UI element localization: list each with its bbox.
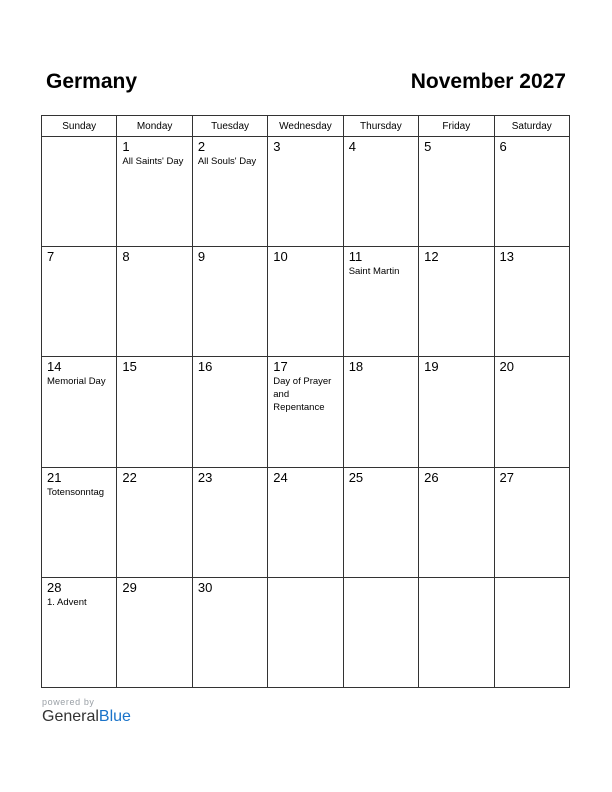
day-cell (419, 137, 494, 247)
weekday-friday: Friday (419, 116, 494, 137)
week-row-5 (42, 577, 570, 687)
day-number: 23 (197, 469, 213, 485)
day-number: 20 (499, 359, 514, 375)
day-cell (42, 247, 117, 357)
day-cell (117, 467, 192, 577)
day-number: 7 (47, 249, 55, 265)
day-cell (42, 357, 117, 467)
day-cell (192, 357, 267, 467)
weekday-header-row (42, 116, 570, 137)
weekday-tuesday: Tuesday (192, 116, 267, 137)
day-number: 11 (348, 249, 363, 265)
day-number: 4 (348, 139, 356, 154)
day-cell (494, 577, 569, 687)
day-cell (268, 247, 343, 357)
day-cell (343, 577, 418, 687)
weekday-sunday: Sunday (42, 116, 117, 137)
brand-general-text: General (42, 708, 99, 725)
week-row-2 (42, 247, 570, 357)
holiday-label: Day of Prayer and Repentance (273, 376, 332, 414)
footer (42, 697, 131, 726)
day-number: 1 (122, 139, 130, 154)
week-row-4 (42, 467, 570, 577)
calendar-grid (41, 115, 570, 688)
day-number: 5 (424, 139, 432, 154)
brand-blue-text: Blue (98, 708, 131, 725)
day-cell (343, 137, 418, 247)
day-number: 26 (424, 469, 439, 485)
weekday-saturday: Saturday (494, 116, 569, 137)
day-cell (419, 577, 494, 687)
day-cell (117, 357, 192, 467)
holiday-label: Saint Martin (348, 266, 400, 278)
weekday-wednesday: Wednesday (268, 116, 343, 137)
day-number: 6 (499, 139, 507, 154)
week-row-1 (42, 137, 570, 247)
day-number: 27 (499, 469, 514, 485)
day-number: 13 (499, 249, 514, 265)
day-cell (268, 137, 343, 247)
day-cell (343, 247, 418, 357)
day-number: 21 (47, 469, 62, 485)
day-number: 22 (122, 469, 137, 485)
weekday-thursday: Thursday (343, 116, 418, 137)
day-cell (494, 357, 569, 467)
day-number: 17 (273, 359, 288, 375)
day-number: 16 (197, 359, 213, 375)
day-cell (419, 357, 494, 467)
day-cell (268, 467, 343, 577)
day-cell (192, 137, 267, 247)
day-cell (192, 577, 267, 687)
day-cell (192, 247, 267, 357)
holiday-label: All Saints' Day (122, 156, 184, 167)
day-number: 14 (47, 359, 62, 375)
day-number: 9 (197, 249, 206, 265)
day-number: 29 (122, 579, 137, 595)
day-number: 2 (197, 139, 206, 154)
day-cell (42, 577, 117, 687)
day-number: 25 (348, 469, 364, 485)
day-cell (419, 247, 494, 357)
holiday-label: 1. Advent (47, 596, 87, 608)
day-cell (42, 467, 117, 577)
day-cell (343, 357, 418, 467)
day-cell (117, 247, 192, 357)
holiday-label: Memorial Day (47, 376, 106, 388)
generalblue-logo[interactable] (42, 708, 131, 726)
day-cell (192, 467, 267, 577)
day-number: 30 (197, 579, 213, 595)
powered-by-label: powered by (42, 697, 95, 707)
month-title: November 2027 (410, 70, 566, 93)
day-number: 15 (122, 359, 137, 375)
day-cell (494, 247, 569, 357)
day-cell (343, 467, 418, 577)
holiday-label: All Souls' Day (197, 156, 257, 167)
day-cell (268, 577, 343, 687)
day-number: 24 (273, 469, 288, 485)
day-number: 10 (273, 249, 288, 265)
day-cell (117, 137, 192, 247)
day-number: 19 (424, 359, 439, 375)
day-cell (494, 467, 569, 577)
day-cell (268, 357, 343, 467)
day-number: 28 (47, 579, 62, 595)
day-cell (419, 467, 494, 577)
weekday-monday: Monday (117, 116, 192, 137)
day-number: 3 (273, 139, 281, 154)
day-cell (494, 137, 569, 247)
day-number: 12 (424, 249, 439, 265)
calendar-header (46, 70, 566, 100)
day-cell (42, 137, 117, 247)
day-number: 18 (348, 359, 364, 375)
country-title: Germany (46, 70, 138, 93)
holiday-label: Totensonntag (47, 486, 105, 498)
week-row-3 (42, 357, 570, 467)
day-cell (117, 577, 192, 687)
day-number: 8 (122, 249, 130, 265)
